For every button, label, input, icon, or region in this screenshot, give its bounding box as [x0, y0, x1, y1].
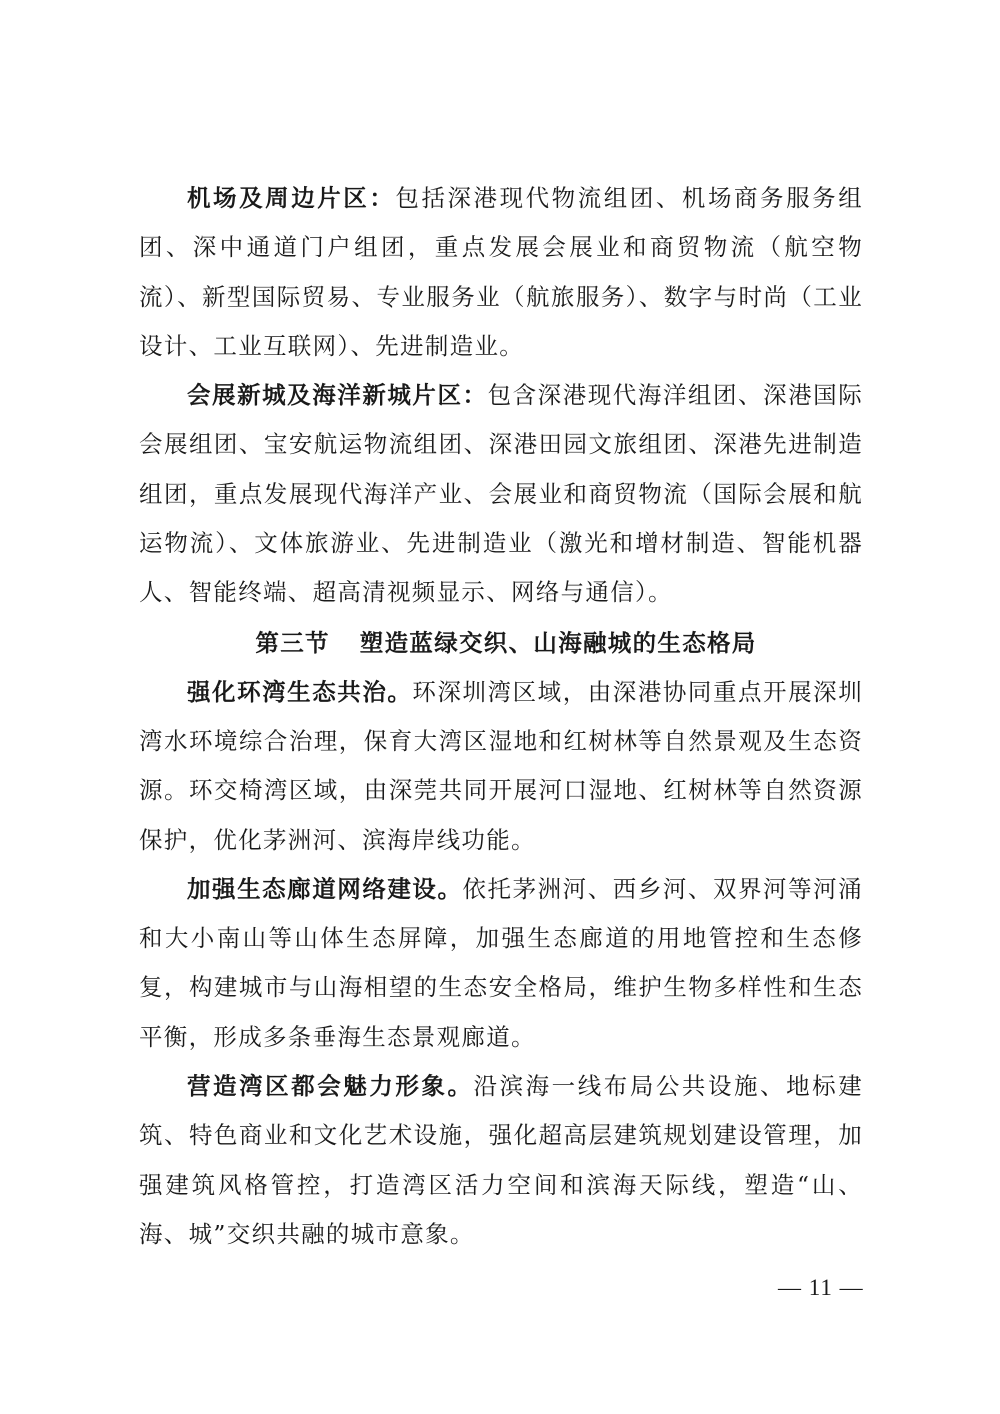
- paragraph-body: 包括深港现代物流组团、机场商务服务组团、深中通道门户组团，重点发展会展业和商贸物流（航空物流）、新型国际贸易、专业服务业（航旅服务）、数字与时尚（工业设计、工业互联网）、先进制造业。: [139, 184, 863, 360]
- paragraph-body: 环深圳湾区域，由深港协同重点开展深圳湾水环境综合治理，保育大湾区湿地和红树林等自然景观及生态资源。环交椅湾区域，由深莞共同开展河口湿地、红树林等自然资源保护，优化茅洲河、滨海岸线功能。: [139, 677, 863, 854]
- paragraph-body: 包含深港现代海洋组团、深港国际会展组团、宝安航运物流组团、深港田园文旅组团、深港先进制造组团，重点发展现代海洋产业、会展业和商贸物流（国际会展和航运物流）、文体旅游业、先进制造业（激光和增材制造、智能机器人、智能终端、超高清视频显示、网络与通信）。: [139, 381, 864, 607]
- section-heading: [139, 618, 863, 668]
- paragraph-bay-ecology: [139, 668, 863, 865]
- paragraph-lead: 加强生态廊道网络建设。: [187, 874, 463, 903]
- section-number: 第三节: [255, 628, 330, 657]
- paragraph-lead: 营造湾区都会魅力形象。: [187, 1072, 474, 1101]
- paragraph-convention-ocean-area: [139, 371, 863, 617]
- paragraph-airport-area: [139, 174, 863, 371]
- page-number: — 11 —: [778, 1275, 864, 1300]
- page-body: [139, 174, 863, 1259]
- paragraph-bay-image: [139, 1062, 863, 1259]
- paragraph-ecological-corridor: [139, 865, 863, 1062]
- paragraph-lead: 机场及周边片区：: [187, 184, 396, 212]
- paragraph-body: 依托茅洲河、西乡河、双界河等河涌和大小南山等山体生态屏障，加强生态廊道的用地管控和生态修复，构建城市与山海相望的生态安全格局，维护生物多样性和生态平衡，形成多条垂海生态景观廊道。: [139, 874, 863, 1051]
- section-title: 塑造蓝绿交织、山海融城的生态格局: [359, 628, 757, 657]
- paragraph-body: 沿滨海一线布局公共设施、地标建筑、特色商业和文化艺术设施，强化超高层建筑规划建设管理，加强建筑风格管控，打造湾区活力空间和滨海天际线，塑造“山、海、城”交织共融的城市意象。: [139, 1072, 863, 1248]
- paragraph-lead: 会展新城及海洋新城片区：: [187, 381, 488, 410]
- paragraph-lead: 强化环湾生态共治。: [187, 677, 413, 706]
